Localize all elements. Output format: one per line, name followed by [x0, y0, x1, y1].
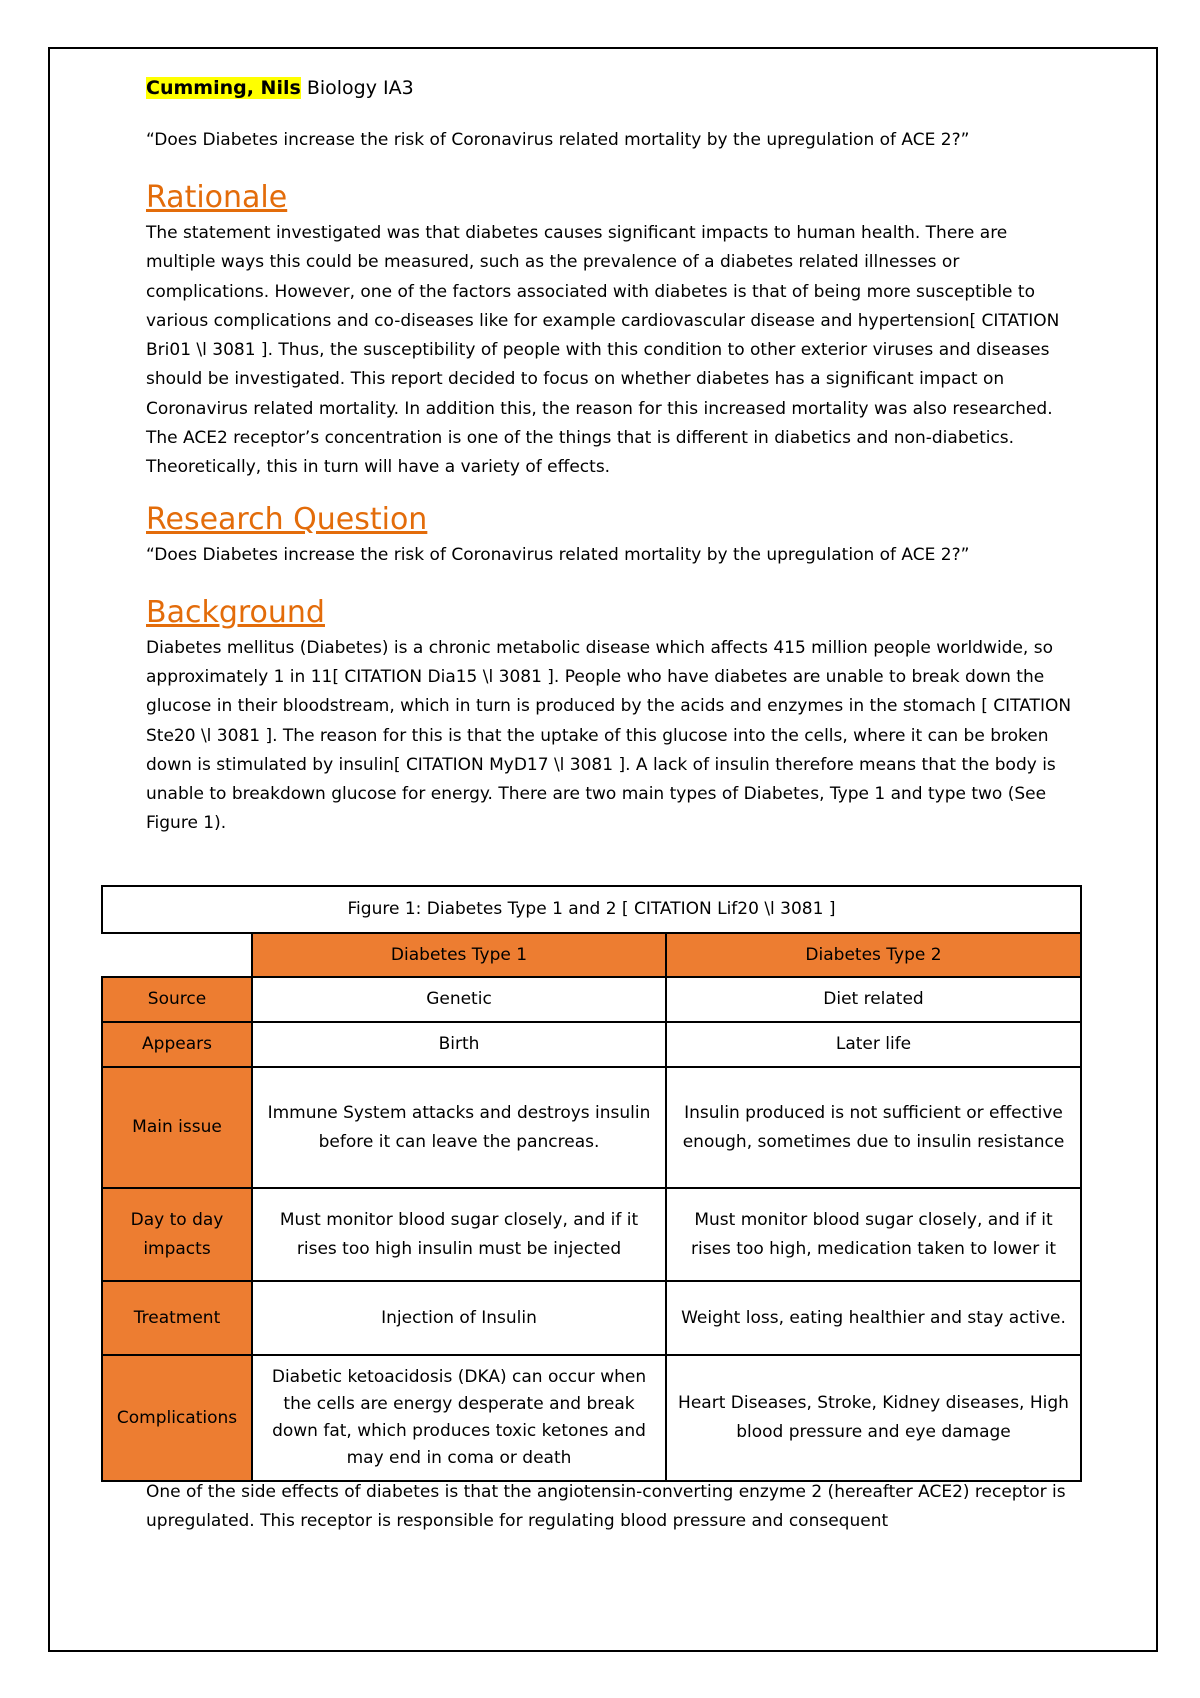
- table-row: [102, 1067, 1081, 1188]
- rationale-heading: Rationale: [146, 180, 288, 215]
- header-type-2: Diabetes Type 2: [666, 933, 1081, 977]
- type-2-cell: Must monitor blood sugar closely, and if it rises too high, medication taken to lower it: [666, 1188, 1081, 1281]
- research-question-heading: Research Question: [146, 501, 428, 537]
- type-1-cell: Injection of Insulin: [252, 1281, 666, 1355]
- row-label: Main issue: [102, 1067, 252, 1188]
- research-question-text: “Does Diabetes increase the risk of Coronavirus related mortality by the upregulation of ACE 2?”: [146, 544, 970, 565]
- type-1-cell: Genetic: [252, 977, 666, 1022]
- type-2-cell: Diet related: [666, 977, 1081, 1022]
- type-1-cell: Diabetic ketoacidosis (DKA) can occur when the cells are energy desperate and break down fat, which produces toxic ketones and may end in coma or death: [252, 1355, 666, 1481]
- type-2-cell: Insulin produced is not sufficient or effective enough, sometimes due to insulin resistance: [666, 1067, 1081, 1188]
- figure-caption: Figure 1: Diabetes Type 1 and 2 [ CITATION Lif20 \l 3081 ]: [102, 886, 1081, 933]
- header-type-1: Diabetes Type 1: [252, 933, 666, 977]
- author-name: Cumming, Nils: [146, 77, 301, 99]
- row-label: Treatment: [102, 1281, 252, 1355]
- background-text: Diabetes mellitus (Diabetes) is a chronic metabolic disease which affects 415 million people worldwide, so approximately 1 in 11[ CITATION Dia15 \l 3081 ]. People who have diabetes are unable to break down the glucose in their bloodstream, which in turn is produced by the acids and enzymes in the stomach [ CITATION Ste20 \l 3081 ]. The reason for this is that the uptake of this glucose into the cells, where it can be broken down is stimulated by insulin[ CITATION MyD17 \l 3081 ]. A lack of insulin therefore means that the body is unable to breakdown glucose for energy. There are two main types of Diabetes, Type 1 and type two (See Figure 1).: [146, 637, 1072, 834]
- type-1-cell: Birth: [252, 1022, 666, 1067]
- table-header-row: [102, 933, 1081, 977]
- title-question: “Does Diabetes increase the risk of Coronavirus related mortality by the upregulation of ACE 2?”: [146, 130, 970, 150]
- row-label: Source: [102, 977, 252, 1022]
- row-label: Appears: [102, 1022, 252, 1067]
- rationale-text: The statement investigated was that diabetes causes significant impacts to human health. There are multiple ways this could be measured, such as the prevalence of a diabetes related illnesses or complications. However, one of the factors associated with diabetes is that of being more susceptible to various complications and co-diseases like for example cardiovascular disease and hypertension[ CITATION Bri01 \l 3081 ]. Thus, the susceptibility of people with this condition to other exterior viruses and diseases should be investigated. This report decided to focus on whether diabetes has a significant impact on Coronavirus related mortality. In addition this, the reason for this increased mortality was also researched. The ACE2 receptor’s concentration is one of the things that is different in diabetics and non-diabetics. Theoretically, this in turn will have a variety of effects.: [146, 223, 1060, 478]
- table-row: [102, 1355, 1081, 1481]
- type-2-cell: Later life: [666, 1022, 1081, 1067]
- subject-label: Biology IA3: [300, 77, 414, 99]
- table-row: [102, 1281, 1081, 1355]
- table-caption-row: [102, 886, 1081, 933]
- row-label: Complications: [102, 1355, 252, 1481]
- row-label: Day to day impacts: [102, 1188, 252, 1281]
- document-body: [146, 68, 1076, 839]
- table-row: [102, 1188, 1081, 1281]
- type-2-cell: Weight loss, eating healthier and stay active.: [666, 1281, 1081, 1355]
- type-1-cell: Immune System attacks and destroys insulin before it can leave the pancreas.: [252, 1067, 666, 1188]
- closing-text: One of the side effects of diabetes is that the angiotensin-converting enzyme 2 (hereafter ACE2) receptor is upregulated. This receptor is responsible for regulating blood pressure and consequent: [146, 1482, 1066, 1532]
- table-row: [102, 977, 1081, 1022]
- author-line: [146, 68, 1076, 108]
- closing-section: [146, 1478, 1076, 1537]
- table-row: [102, 1022, 1081, 1067]
- background-heading: Background: [146, 594, 325, 630]
- header-blank-cell: [102, 933, 252, 977]
- type-1-cell: Must monitor blood sugar closely, and if it rises too high insulin must be injected: [252, 1188, 666, 1281]
- type-2-cell: Heart Diseases, Stroke, Kidney diseases, High blood pressure and eye damage: [666, 1355, 1081, 1481]
- diabetes-comparison-table: [101, 885, 1082, 1482]
